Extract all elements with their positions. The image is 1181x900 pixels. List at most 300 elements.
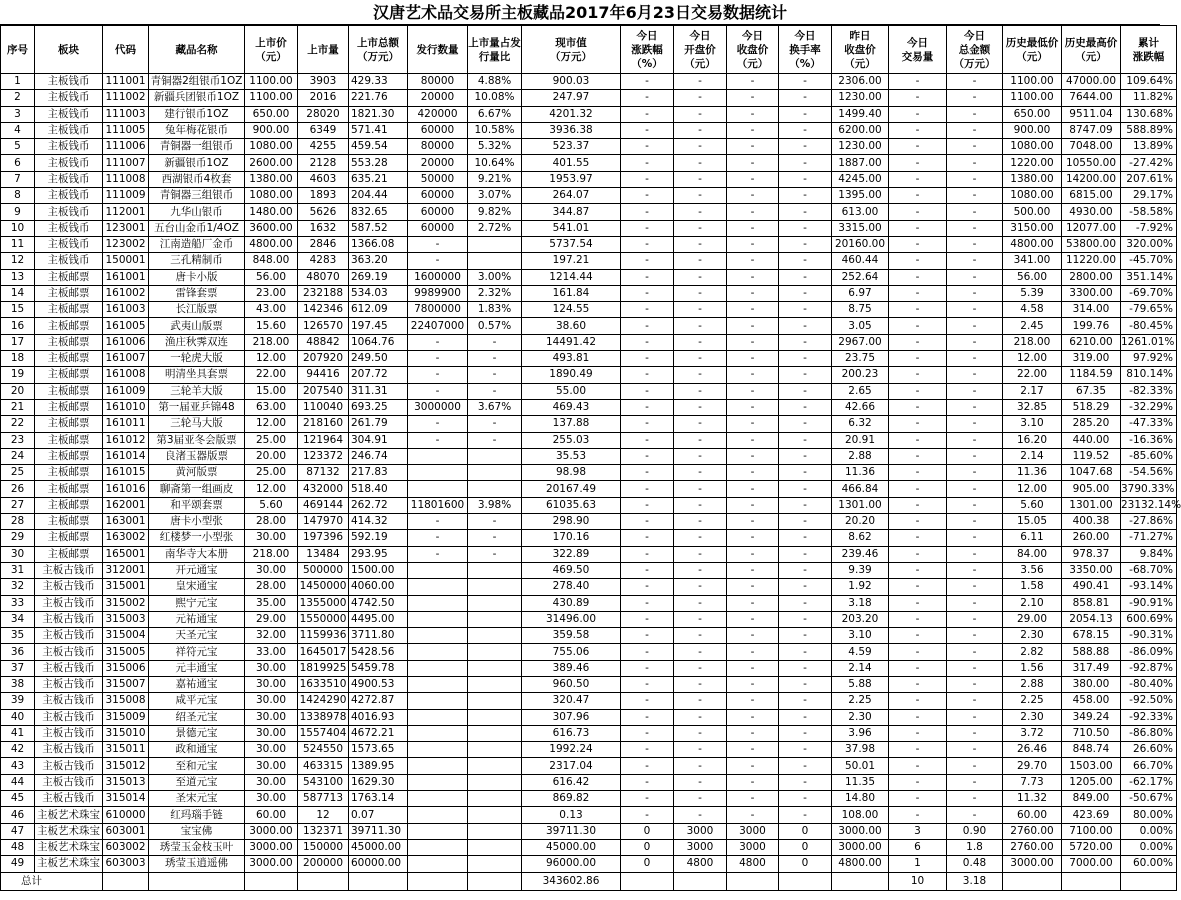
cell-open: - [674,481,727,497]
cell-cum-change: -71.27% [1121,530,1177,546]
cell-volume: - [889,318,947,334]
cell-prev-close: 3.96 [832,725,889,741]
cell-list-total: 207.72 [349,367,408,383]
cell-code: 111003 [103,106,149,122]
cell-hist-high: 6210.00 [1062,334,1121,350]
cell-list-qty: 1645017 [298,644,349,660]
cell-list-qty: 4255 [298,139,349,155]
cell-list-ratio: 2.32% [468,285,522,301]
cell-board: 主板邮票 [35,416,103,432]
cell-list-price: 25.00 [245,432,298,448]
cell-list-qty: 197396 [298,530,349,546]
cell-amount: - [947,693,1003,709]
cell-prev-close: 3000.00 [832,839,889,855]
cell-amount: - [947,220,1003,236]
cell-close: - [727,74,779,90]
cell-amount: - [947,611,1003,627]
cell-amount: - [947,416,1003,432]
cell-close: 3000 [727,839,779,855]
cell-prev-close: 50.01 [832,758,889,774]
cell-list-total: 553.28 [349,155,408,171]
cell-amount: - [947,791,1003,807]
cell-change: - [621,530,674,546]
cell-turnover: - [779,285,832,301]
cell-list-ratio: - [468,383,522,399]
cell-list-price: 650.00 [245,106,298,122]
cell-close: - [727,416,779,432]
cell-amount: - [947,90,1003,106]
cell-index: 6 [1,155,35,171]
cell-hist-high: 400.38 [1062,514,1121,530]
cell-volume: - [889,660,947,676]
table-row [1,709,1177,725]
cell-list-qty: 207540 [298,383,349,399]
cell-list-qty: 1632 [298,220,349,236]
cell-turnover: - [779,416,832,432]
table-row [1,74,1177,90]
cell-index: 18 [1,351,35,367]
cell-change: - [621,204,674,220]
cell-close: - [727,334,779,350]
cell-cum-change: -86.80% [1121,725,1177,741]
cell-volume: - [889,220,947,236]
cell-turnover: - [779,90,832,106]
cell-list-price: 1080.00 [245,188,298,204]
cell-turnover: - [779,399,832,415]
cell-volume: - [889,188,947,204]
cell-prev-close: 108.00 [832,807,889,823]
cell-list-total: 197.45 [349,318,408,334]
cell-code: 312001 [103,562,149,578]
cell-index: 48 [1,839,35,855]
cell-list-total: 534.03 [349,285,408,301]
cell-issue-qty [408,611,468,627]
cell-list-ratio: 4.88% [468,74,522,90]
cell-list-total: 4672.21 [349,725,408,741]
cell-issue-qty [408,595,468,611]
cell-cum-change: 351.14% [1121,269,1177,285]
cell-prev-close: 2.14 [832,660,889,676]
cell-board: 主板钱币 [35,74,103,90]
cell-board: 主板钱币 [35,204,103,220]
cell-prev-close: 2.65 [832,383,889,399]
table-row [1,856,1177,872]
cell-volume: - [889,465,947,481]
cell-name: 新疆兵团银币1OZ [149,90,245,106]
cell-index: 8 [1,188,35,204]
cell-hist-low: 500.00 [1003,204,1062,220]
cell-issue-qty: 60000 [408,122,468,138]
cell-change: - [621,660,674,676]
cell-hist-low: 16.20 [1003,432,1062,448]
cell-change: - [621,253,674,269]
cell-market-value: 541.01 [522,220,621,236]
cell-list-qty: 2128 [298,155,349,171]
table-row [1,497,1177,513]
cell-volume: 3 [889,823,947,839]
cell-close: - [727,285,779,301]
cell-close: 4800 [727,856,779,872]
cell-index: 17 [1,334,35,350]
cell-market-value: 359.58 [522,628,621,644]
cell-cum-change: -82.33% [1121,383,1177,399]
cell-hist-low: 29.70 [1003,758,1062,774]
cell-board: 主板邮票 [35,481,103,497]
table-row [1,758,1177,774]
cell-volume: - [889,122,947,138]
cell-list-qty: 121964 [298,432,349,448]
cell-index: 16 [1,318,35,334]
cell-list-total: 246.74 [349,448,408,464]
cell-volume: - [889,285,947,301]
cell-prev-close: 466.84 [832,481,889,497]
cell-turnover: - [779,302,832,318]
cell-list-ratio [468,236,522,252]
cell-list-price: 30.00 [245,758,298,774]
cell-index: 45 [1,791,35,807]
cell-close: - [727,644,779,660]
cell-hist-low: 84.00 [1003,546,1062,562]
cell-issue-qty: - [408,383,468,399]
table-row [1,416,1177,432]
cell-cum-change: -58.58% [1121,204,1177,220]
cell-open: - [674,171,727,187]
cell-volume: - [889,432,947,448]
cell-list-ratio: - [468,416,522,432]
cell-market-value: 161.84 [522,285,621,301]
cell-issue-qty [408,725,468,741]
cell-volume: 1 [889,856,947,872]
cell-code: 315012 [103,758,149,774]
cell-name: 开元通宝 [149,562,245,578]
cell-cum-change: -90.91% [1121,595,1177,611]
cell-change: 0 [621,839,674,855]
cell-list-total: 4742.50 [349,595,408,611]
cell-name: 良渚玉器版票 [149,448,245,464]
cell-list-price: 30.00 [245,676,298,692]
cell-code: 161008 [103,367,149,383]
cell-name: 雷锋套票 [149,285,245,301]
cell-list-total: 571.41 [349,122,408,138]
cell-amount: - [947,74,1003,90]
cell-market-value: 45000.00 [522,839,621,855]
cell-list-total: 39711.30 [349,823,408,839]
cell-turnover: - [779,432,832,448]
cell-amount: - [947,139,1003,155]
cell-list-price: 4800.00 [245,236,298,252]
cell-list-price: 43.00 [245,302,298,318]
cell-hist-low: 2.25 [1003,693,1062,709]
cell-cum-change: -79.65% [1121,302,1177,318]
cell-market-value: 616.42 [522,774,621,790]
cell-cum-change: -68.70% [1121,562,1177,578]
cell-list-qty: 150000 [298,839,349,855]
cell-amount: - [947,188,1003,204]
cell-amount: 1.8 [947,839,1003,855]
cell-open: - [674,465,727,481]
cell-prev-close: 1395.00 [832,188,889,204]
table-row [1,530,1177,546]
cell-list-price: 2600.00 [245,155,298,171]
cell-turnover: - [779,481,832,497]
cell-market-value: 39711.30 [522,823,621,839]
cell-market-value: 96000.00 [522,856,621,872]
cell-amount: - [947,644,1003,660]
cell-board: 主板邮票 [35,530,103,546]
cell-change: - [621,791,674,807]
table-row [1,269,1177,285]
cell-turnover: - [779,188,832,204]
cell-list-total: 414.32 [349,514,408,530]
cell-change: - [621,579,674,595]
cell-volume: - [889,807,947,823]
cell-prev-close: 1301.00 [832,497,889,513]
cell-board: 主板古钱币 [35,595,103,611]
table-row [1,139,1177,155]
cell-open: - [674,497,727,513]
cell-change: - [621,351,674,367]
cell-market-value: 247.97 [522,90,621,106]
cell-market-value: 1992.24 [522,742,621,758]
cell-list-qty: 1355000 [298,595,349,611]
cell-hist-high: 490.41 [1062,579,1121,595]
cell-issue-qty [408,660,468,676]
cell-close: - [727,676,779,692]
cell-board: 主板钱币 [35,106,103,122]
cell-list-qty: 500000 [298,562,349,578]
cell-name: 一轮虎大版 [149,351,245,367]
cell-list-price: 218.00 [245,334,298,350]
cell-turnover: - [779,236,832,252]
cell-hist-high: 7644.00 [1062,90,1121,106]
cell-hist-high: 710.50 [1062,725,1121,741]
cell-issue-qty: 20000 [408,155,468,171]
cell-list-total: 429.33 [349,74,408,90]
cell-board: 主板邮票 [35,318,103,334]
cell-close: - [727,497,779,513]
cell-market-value: 264.07 [522,188,621,204]
cell-name: 青铜器三组银币 [149,188,245,204]
cell-prev-close: 1230.00 [832,139,889,155]
total-amount: 3.18 [947,872,1003,890]
cell-market-value: 320.47 [522,693,621,709]
cell-list-price: 5.60 [245,497,298,513]
table-row [1,318,1177,334]
cell-turnover: - [779,465,832,481]
cell-hist-high: 12077.00 [1062,220,1121,236]
cell-index: 25 [1,465,35,481]
cell-cum-change: 588.89% [1121,122,1177,138]
cell-market-value: 255.03 [522,432,621,448]
cell-open: - [674,579,727,595]
cell-code: 123002 [103,236,149,252]
cell-amount: - [947,236,1003,252]
cell-name: 元丰通宝 [149,660,245,676]
cell-board: 主板钱币 [35,122,103,138]
cell-board: 主板邮票 [35,399,103,415]
cell-change: - [621,481,674,497]
cell-volume: - [889,351,947,367]
cell-list-total: 304.91 [349,432,408,448]
cell-amount: - [947,448,1003,464]
cell-list-ratio: - [468,432,522,448]
cell-index: 12 [1,253,35,269]
cell-list-ratio [468,579,522,595]
cell-market-value: 55.00 [522,383,621,399]
cell-volume: - [889,481,947,497]
cell-change: - [621,106,674,122]
cell-market-value: 5737.54 [522,236,621,252]
table-row [1,514,1177,530]
cell-list-price: 3000.00 [245,856,298,872]
cell-volume: - [889,416,947,432]
cell-change: - [621,122,674,138]
cell-list-total: 293.95 [349,546,408,562]
cell-open: - [674,318,727,334]
cell-volume: - [889,579,947,595]
cell-list-ratio: - [468,351,522,367]
cell-open: - [674,90,727,106]
cell-index: 39 [1,693,35,709]
cell-list-qty: 126570 [298,318,349,334]
cell-issue-qty: 3000000 [408,399,468,415]
cell-prev-close: 200.23 [832,367,889,383]
cell-issue-qty [408,644,468,660]
cell-list-qty: 94416 [298,367,349,383]
cell-name: 政和通宝 [149,742,245,758]
cell-amount: - [947,774,1003,790]
cell-hist-low: 4.58 [1003,302,1062,318]
cell-amount: - [947,725,1003,741]
cell-hist-high: 349.24 [1062,709,1121,725]
cell-issue-qty [408,628,468,644]
cell-amount: - [947,546,1003,562]
table-row [1,644,1177,660]
cell-issue-qty: 20000 [408,90,468,106]
cell-list-total: 1763.14 [349,791,408,807]
cell-cum-change: 207.61% [1121,171,1177,187]
cell-issue-qty [408,693,468,709]
cell-list-qty: 3903 [298,74,349,90]
cell-change: - [621,758,674,774]
cell-close: - [727,220,779,236]
cell-turnover: - [779,791,832,807]
cell-index: 7 [1,171,35,187]
cell-code: 111007 [103,155,149,171]
cell-turnover: - [779,579,832,595]
cell-open: - [674,774,727,790]
cell-list-ratio [468,856,522,872]
cell-list-qty: 13484 [298,546,349,562]
cell-name: 黄河版票 [149,465,245,481]
cell-open: - [674,416,727,432]
cell-issue-qty [408,709,468,725]
cell-index: 21 [1,399,35,415]
cell-list-total: 1500.00 [349,562,408,578]
table-row [1,676,1177,692]
cell-issue-qty [408,465,468,481]
cell-list-qty: 469144 [298,497,349,513]
cell-name: 和平颂套票 [149,497,245,513]
cell-change: - [621,155,674,171]
cell-list-qty: 524550 [298,742,349,758]
cell-list-qty: 142346 [298,302,349,318]
cell-list-qty: 1633510 [298,676,349,692]
cell-list-qty: 48070 [298,269,349,285]
cell-list-qty: 218160 [298,416,349,432]
cell-issue-qty: 60000 [408,204,468,220]
cell-prev-close: 9.39 [832,562,889,578]
cell-list-price: 3000.00 [245,823,298,839]
cell-turnover: - [779,497,832,513]
cell-code: 161009 [103,383,149,399]
cell-index: 49 [1,856,35,872]
cell-name: 新疆银币1OZ [149,155,245,171]
cell-open: - [674,269,727,285]
cell-list-ratio: 2.72% [468,220,522,236]
cell-prev-close: 2.25 [832,693,889,709]
cell-issue-qty [408,823,468,839]
cell-code: 161016 [103,481,149,497]
cell-prev-close: 8.75 [832,302,889,318]
cell-close: - [727,106,779,122]
cell-amount: - [947,269,1003,285]
cell-issue-qty: 80000 [408,139,468,155]
total-volume: 10 [889,872,947,890]
cell-close: - [727,204,779,220]
cell-list-total: 4900.53 [349,676,408,692]
cell-cum-change: -86.09% [1121,644,1177,660]
table-row [1,791,1177,807]
cell-list-qty: 1159936 [298,628,349,644]
cell-market-value: 616.73 [522,725,621,741]
cell-hist-high: 440.00 [1062,432,1121,448]
cell-volume: - [889,90,947,106]
cell-volume: - [889,74,947,90]
cell-hist-high: 380.00 [1062,676,1121,692]
cell-amount: - [947,514,1003,530]
cell-list-ratio: - [468,367,522,383]
cell-board: 主板钱币 [35,253,103,269]
cell-list-ratio [468,807,522,823]
cell-list-qty: 147970 [298,514,349,530]
cell-cum-change: 130.68% [1121,106,1177,122]
cell-hist-high: 2054.13 [1062,611,1121,627]
cell-code: 111002 [103,90,149,106]
cell-hist-low: 1.56 [1003,660,1062,676]
cell-close: - [727,579,779,595]
cell-hist-low: 29.00 [1003,611,1062,627]
total-row [1,872,1177,890]
cell-change: - [621,318,674,334]
cell-list-qty: 543100 [298,774,349,790]
cell-hist-high: 858.81 [1062,595,1121,611]
cell-change: - [621,644,674,660]
cell-prev-close: 4245.00 [832,171,889,187]
cell-cum-change: -92.87% [1121,660,1177,676]
cell-turnover: - [779,106,832,122]
cell-hist-high: 849.00 [1062,791,1121,807]
cell-hist-high: 678.15 [1062,628,1121,644]
cell-turnover: - [779,448,832,464]
cell-list-ratio: 10.58% [468,122,522,138]
cell-list-total: 1064.76 [349,334,408,350]
cell-close: - [727,660,779,676]
cell-amount: - [947,676,1003,692]
cell-close: - [727,481,779,497]
cell-board: 主板钱币 [35,236,103,252]
header-col-index: 序号 [1,26,35,74]
